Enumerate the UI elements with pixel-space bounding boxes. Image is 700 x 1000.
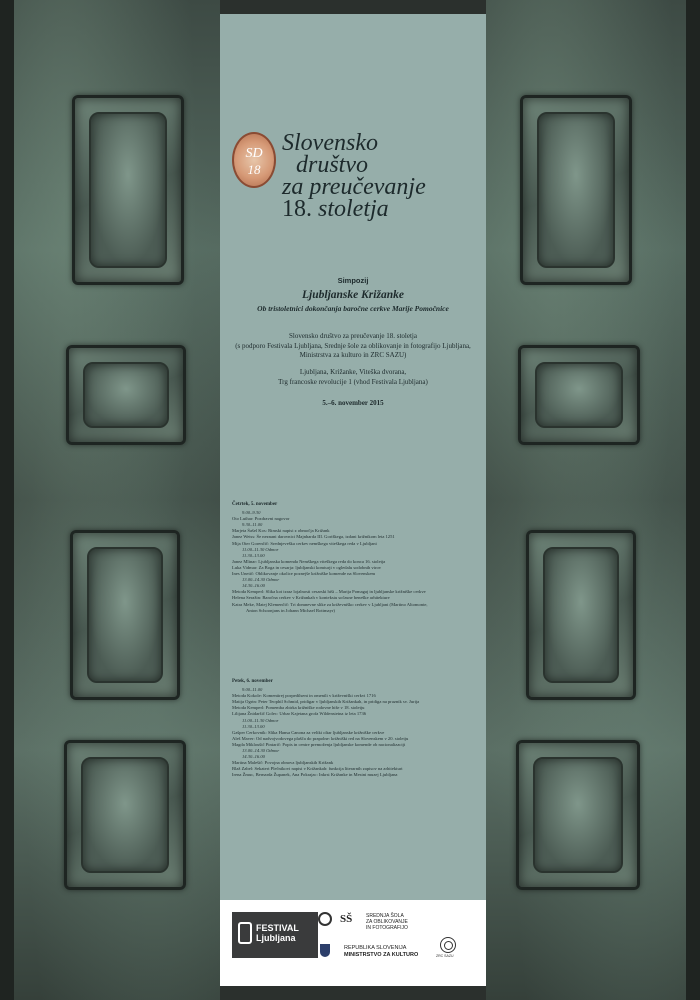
program-talk: Irena Žmuc, Bernarda Županek, Ana Pokrajac: Inkrst Križanke in Mestni muzej Ljubljana [232, 772, 398, 778]
program-talk: Gašper Cerkovnik: Slika Hansa Canona za veliki oltar ljubljanske križniške cerkve [232, 729, 385, 735]
organizer-line: Slovensko društvo za preučevanje 18. stoletja [289, 332, 417, 340]
event-kind: Simpozij [337, 276, 369, 285]
program-time-slot: 13.00–14.30 Odmor [242, 577, 280, 583]
school-logo-mark: SŠ [340, 913, 353, 925]
program-time-slot: 11.30–13.00 [242, 552, 265, 558]
title-number: 18. [282, 196, 312, 222]
program-talk: Martina Malešič: Povojna obnova ljubljanskih Križank [232, 760, 334, 766]
event-subtitle: Ob tristoletnici dokončanja baročne cerkve Marije Pomočnice [257, 304, 449, 313]
festival-ljubljana-logo [232, 912, 318, 958]
program-day-2 [232, 679, 480, 779]
title-line: Slovensko [282, 130, 378, 156]
program-talk: Lilijana Žnidaršič Golec: Urbar Kajetana grofa Wildensteina iz leta 1736 [232, 711, 367, 717]
program-talk: Aleš Maver: Od nadvojvodovega plašča do prapolne: križniški red na Slovenskem v 20. stoletju [232, 735, 409, 741]
poster-content-strip [220, 14, 486, 900]
zrc-sazu-caption: ZRC SAZU [436, 954, 454, 958]
program-talk: Magda Mikloušič Pintarič: Popis in centre premoženja ljubljanske komende ob nacionalizaciji [232, 741, 406, 747]
program-talk: Janez Mlinar: Ljubljanska komenda Nemškega viteškega reda do konca 16. stoletja [232, 558, 386, 564]
program-day-1 [232, 502, 480, 614]
program-talk: Metoda Kemperl: Slika kot izraz lojalnosti cesarski hiši – Marija Pomagaj in ljubljanske križniške cerkve [232, 589, 426, 595]
program-time-slot: 11.30–13.00 [242, 723, 265, 729]
school-name-line: SREDNJA ŠOLA [366, 913, 404, 919]
venue-line: Trg francoske revolucije 1 (vhod Festivala Ljubljana) [278, 377, 428, 386]
door-panel [64, 740, 186, 890]
event-title: Ljubljanske Križanke [302, 289, 404, 301]
door-panel [516, 740, 640, 890]
program-day-label: Petek, 6. november [232, 679, 273, 684]
door-panel [70, 530, 180, 700]
program-talk: Matija Ogrin: Peter Teophil Schmid, pridigar v ljubljanskih Križankah, in pridiga na praznik sv. Jurija [232, 699, 420, 705]
program-time-slot: 9.30–11.00 [242, 522, 263, 528]
school-logo-text [366, 913, 408, 931]
event-dates: 5.–6. november 2015 [322, 399, 384, 407]
program-talk: Mija Oter Gorenčič: Srednjeveška cerkev nemškega viteškega reda v Ljubljani [232, 540, 377, 546]
title-line [282, 198, 482, 220]
program-talk: Janez Weiss: Še neznani darovnici Majnharda III. Goriškega, izdani križnikom leta 1251 [232, 534, 395, 540]
program-talk: Metoda Kemperl: Pomemba zbirka križniške rodovne hiše v 18. stoletju [232, 705, 365, 711]
program-time-slot: 9.00–9.30 [242, 510, 261, 516]
title-word: stoletja [318, 196, 389, 222]
festival-name-line: Ljubljana [256, 933, 296, 943]
program-talk: Ines Unetič: Oblikovanje okolice poznejše križniške komende na Slovenskem [232, 571, 376, 577]
program-time-slot: 9.00–11.00 [242, 687, 263, 693]
school-logo-icon [318, 912, 332, 926]
ministry-line: MINISTRSTVO ZA KULTURO [344, 952, 419, 958]
title-line: za preučevanje [282, 174, 426, 200]
program-talk: Blaž Zabel: Sekateri Plečnikovi napisi v Križankah: funkcija literarnih zapisov na arhitekturi [232, 766, 403, 772]
title-line: društvo [296, 152, 368, 178]
program-time-slot: 11.00–11.30 Odmor [242, 717, 279, 723]
program-day-label: Četrtek, 5. november [232, 502, 278, 507]
ministry-line: REPUBLIKA SLOVENIJA [344, 945, 407, 951]
program-time-slot: 14.30–16.00 [242, 754, 265, 760]
door-panel [518, 345, 640, 445]
door-panel [520, 95, 632, 285]
door-panel [526, 530, 636, 700]
school-name-line: ZA OBLIKOVANJE [366, 919, 408, 925]
ministry-logo-text [344, 945, 418, 959]
program-talk: Marjeta Šašel Kos: Rimski napisi z območja Križank [232, 528, 330, 534]
door-panel [72, 95, 184, 285]
venue-line: Ljubljana, Križanke, Viteška dvorana, [299, 368, 407, 376]
organizer-info [220, 332, 486, 361]
program-talk: Metoda Kokole: Komentirej porpedilsent in omenili v križevniški cerkvi 1716 [232, 693, 376, 699]
festival-icon [238, 922, 252, 944]
program-talk: Katra Meke, Matej Klemenčič: Tri domnevne slike za križevniško cerkev v Ljubljani (Martino Altomonte, [232, 601, 428, 607]
program-talk: Oto Luthar: Pozdravni nagovor [232, 516, 290, 522]
door-edge-left [0, 0, 14, 1000]
program-talk: Anton Schoonjans in Johann Michael Rottmayr) [246, 607, 335, 613]
program-time-slot: 11.00–11.30 Odmor [242, 546, 279, 552]
organizer-line: Ministrstva za kulturo in ZRC SAZU) [299, 351, 407, 359]
republic-coat-of-arms-icon [320, 944, 330, 957]
school-name-line: IN FOTOGRAFIJO [366, 925, 408, 931]
society-emblem-logo: SD 18 [232, 132, 276, 188]
zrc-sazu-icon [440, 937, 456, 953]
program-time-slot: 13.00–14.30 Odmor [242, 748, 280, 754]
sponsor-footer [220, 900, 486, 986]
venue-info [220, 368, 486, 387]
organizer-line: (s podporo Festivala Ljubljana, Srednje šole za oblikovanje in fotografijo Ljubljana, [235, 341, 471, 350]
program-talk: Helena Seražin: Baročna cerkev v Križankah v kontekstu sočasne beneške arhitekture [232, 595, 390, 601]
society-title [282, 132, 482, 220]
door-panel [66, 345, 186, 445]
door-edge-right [686, 0, 700, 1000]
program-talk: Luka Vidmar: Za Bogа in cesarja: ljubljanski komturji v ogledalu sodobnih virov [232, 564, 382, 570]
program-time-slot: 14.30–16.00 [242, 583, 265, 589]
festival-name-line: FESTIVAL [256, 923, 299, 933]
